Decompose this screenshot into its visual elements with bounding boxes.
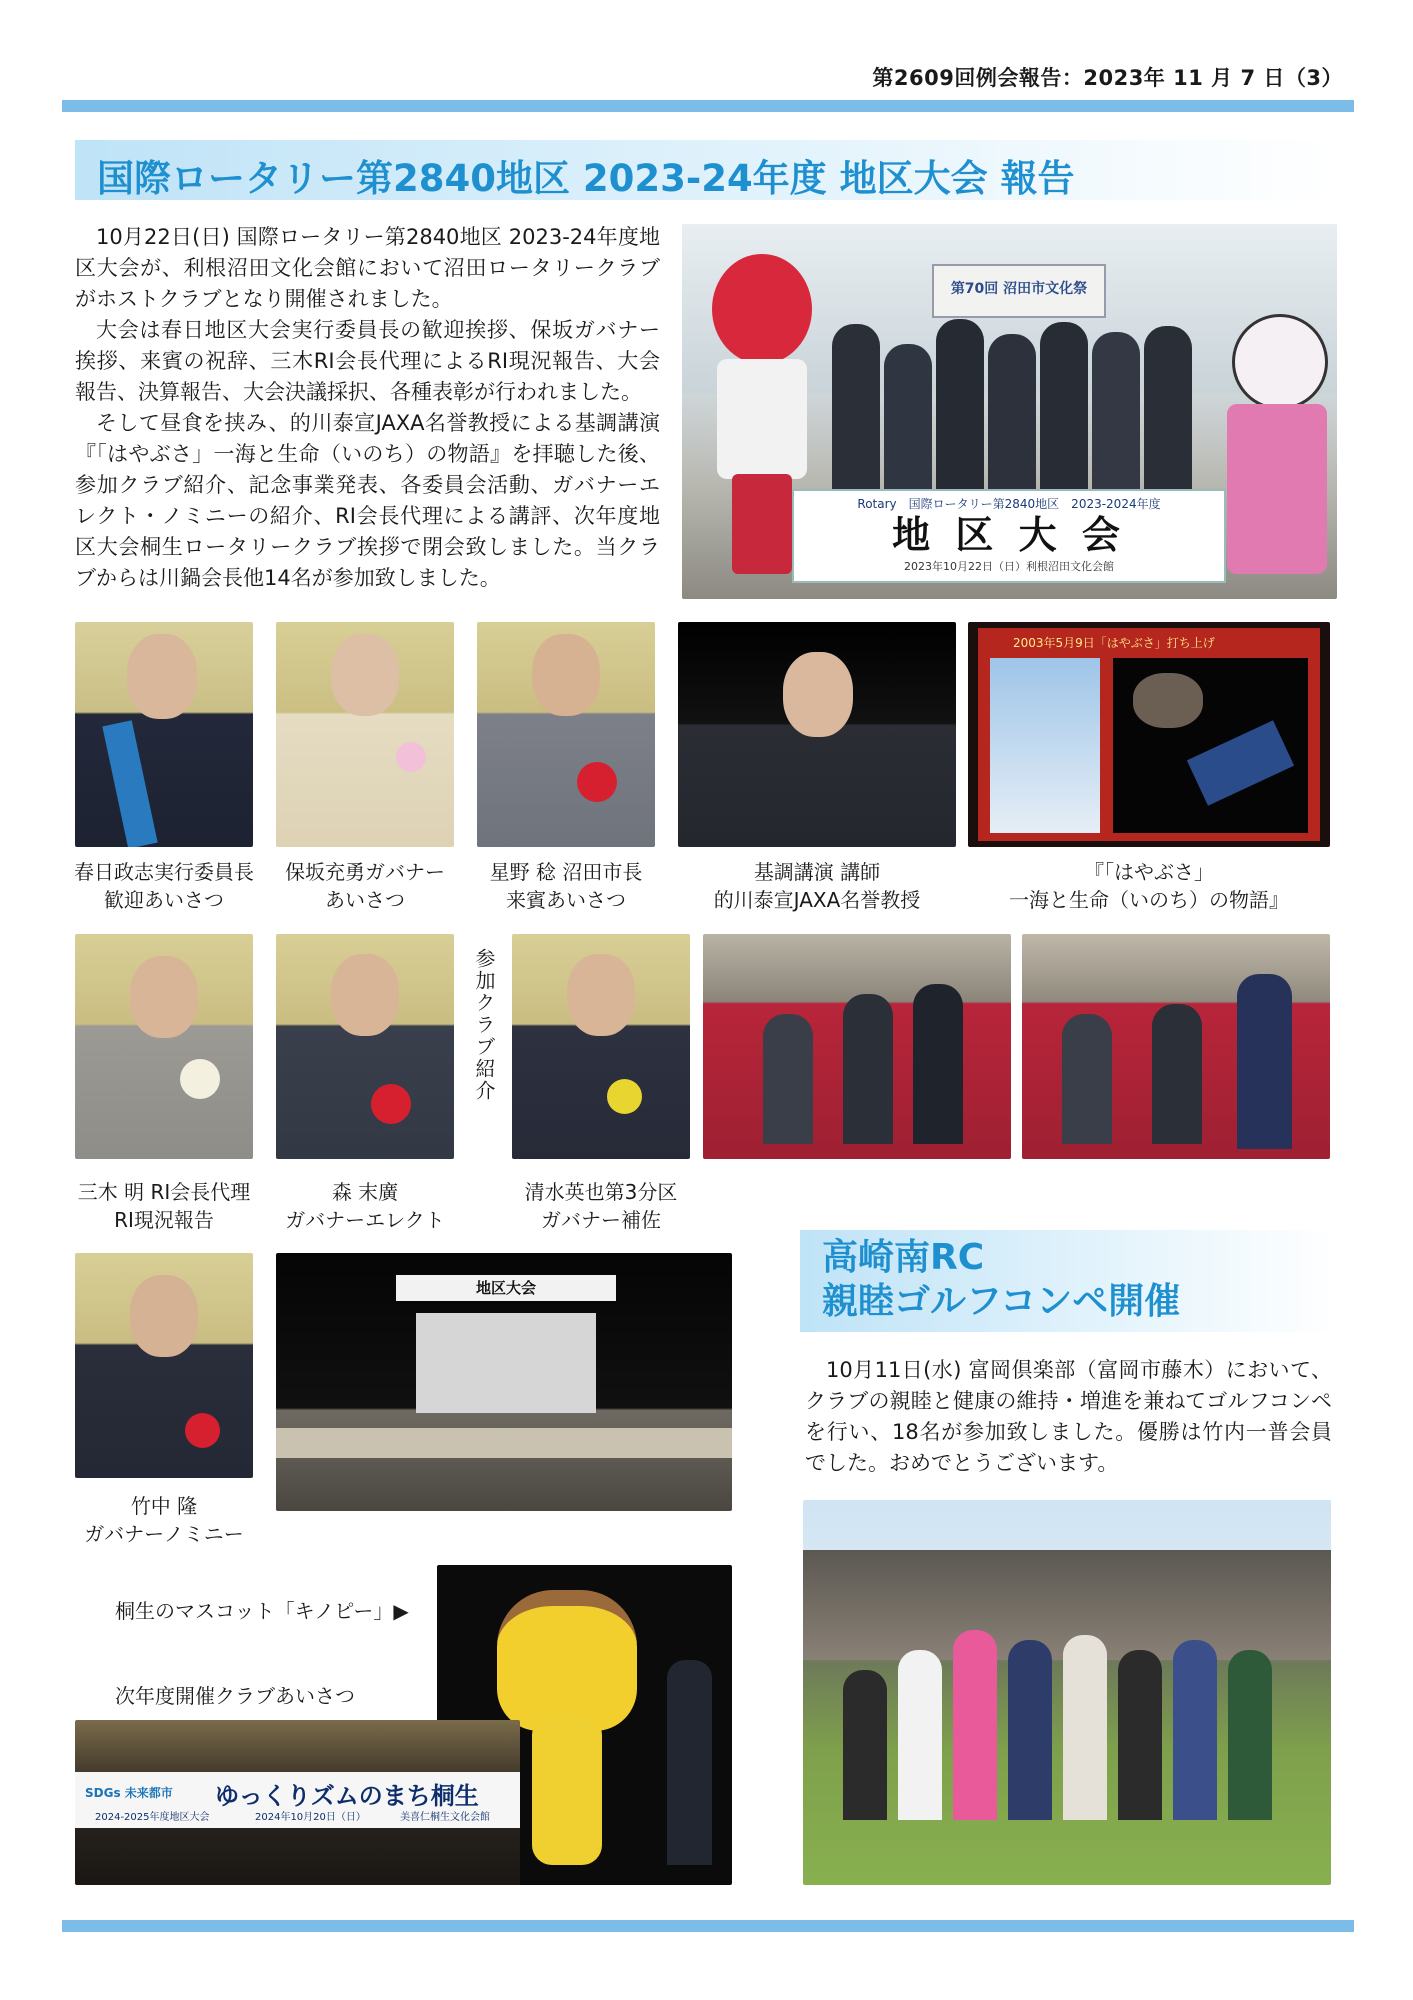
photo-mori (276, 934, 454, 1159)
caption-miki: 三木 明 RI会長代理 RI現況報告 (77, 1180, 251, 1232)
article2-title-line1: 高崎南RC (822, 1237, 985, 1278)
article2-body (805, 1355, 1332, 1479)
vertical-club-intro-label: 参加クラブ紹介 (472, 948, 496, 1102)
hall-stage-banner: 地区大会 (396, 1275, 616, 1301)
article2-title-line2: 親睦ゴルフコンペ開催 (822, 1281, 1181, 1322)
photo-hayabusa-slide (968, 622, 1330, 847)
kinopy-mascot-label: 桐生のマスコット「キノピー」▶ (115, 1599, 409, 1623)
group-photo (682, 224, 1337, 599)
caption-shimizu: 清水英也第3分区 ガバナー補佐 (524, 1180, 678, 1232)
kiryu-banner-sub2: 2024年10月20日（日） (255, 1812, 366, 1823)
photo-kasuga (75, 622, 253, 847)
photo-club-intro-audience (703, 934, 1011, 1159)
photo-miki (75, 934, 253, 1159)
article1-title: 国際ロータリー第2840地区 2023-24年度 地区大会 報告 (97, 157, 1075, 200)
article1-paragraph-2: 大会は春日地区大会実行委員長の歓迎挨拶、保坂ガバナー挨拶、来賓の祝辞、三木RI会長代理によるRI現況報告、大会報告、決算報告、大会決議採択、各種表彰が行われました。 (75, 318, 660, 404)
photo-matogawa (678, 622, 956, 847)
culture-festival-sign: 第70回 沼田市文化祭 (932, 264, 1106, 318)
article1-body (75, 222, 660, 594)
photo-hoshino (477, 622, 655, 847)
slide-title: 2003年5月9日「はやぶさ」打ち上げ (1013, 636, 1215, 650)
banner-large-text: 地 区 大 会 (892, 513, 1126, 557)
kiryu-banner-sub1: 2024-2025年度地区大会 (95, 1812, 210, 1823)
caption-hayabusa: 『「はやぶさ」 一海と生命（いのち）の物語』 (1009, 860, 1289, 912)
caption-hosaka: 保坂充勇ガバナー あいさつ (285, 860, 445, 912)
article2-title-band (800, 1230, 1337, 1332)
article2-paragraph: 10月11日(水) 富岡倶楽部（富岡市藤木）において、クラブの親睦と健康の維持・増進を兼ねてゴルフコンペを行い、18名が参加致しました。優勝は竹内一普会員でした。おめでとうございます。 (805, 1358, 1332, 1475)
caption-takenaka: 竹中 隆 ガバナーノミニー (84, 1494, 244, 1546)
banner-date-text: 2023年10月22日（日）利根沼田文化会館 (904, 560, 1114, 573)
kiryu-banner-sdgs: SDGs 未来都市 (85, 1786, 173, 1800)
second-mascot (1222, 314, 1332, 574)
next-club-label: 次年度開催クラブあいさつ (115, 1684, 355, 1708)
caption-hoshino: 星野 稔 沼田市長 来賓あいさつ (489, 860, 643, 912)
bottom-divider (62, 1920, 1354, 1932)
caption-mori: 森 末廣 ガバナーエレクト (285, 1180, 445, 1232)
article1-paragraph-3: そして昼食を挟み、的川泰宣JAXA名誉教授による基調講演『「はやぶさ」一海と生命（いのち）の物語』を拝聴した後、参加クラブ紹介、記念事業発表、各委員会活動、ガバナーエレクト・ノミニーの紹介、RI会長代理による講評、次年度地区大会桐生ロータリークラブ挨拶で閉会致しました。当クラブからは川鍋会長他14名が参加致しました。 (75, 411, 660, 590)
photo-golf-group (803, 1500, 1331, 1885)
photo-cheering-audience (1022, 934, 1330, 1159)
caption-kasuga: 春日政志実行委員長 歓迎あいさつ (74, 860, 254, 912)
article1-title-band (75, 140, 1337, 200)
photo-takenaka (75, 1253, 253, 1478)
kiryu-banner (75, 1772, 520, 1828)
photo-kiryu-club (75, 1720, 520, 1885)
kiryu-banner-sub3: 美喜仁桐生文化会館 (400, 1812, 490, 1823)
photo-hosaka (276, 622, 454, 847)
caption-matogawa: 基調講演 講師 的川泰宣JAXA名誉教授 (713, 860, 921, 912)
banner-small-text: Rotary 国際ロータリー第2840地区 2023-2024年度 (857, 497, 1161, 511)
article1-paragraph-1: 10月22日(日) 国際ロータリー第2840地区 2023-24年度地区大会が、利根沼田文化会館において沼田ロータリークラブがホストクラブとなり開催されました。 (75, 225, 660, 311)
photo-shimizu (512, 934, 690, 1159)
photo-conference-hall (276, 1253, 732, 1511)
top-divider (62, 100, 1354, 112)
kiryu-banner-main: ゆっくりズムのまち桐生 (215, 1782, 479, 1810)
group-people (822, 304, 1222, 504)
district-conference-banner (792, 489, 1226, 583)
issue-header: 第2609回例会報告：2023年 11 月 7 日（3） (872, 66, 1343, 90)
